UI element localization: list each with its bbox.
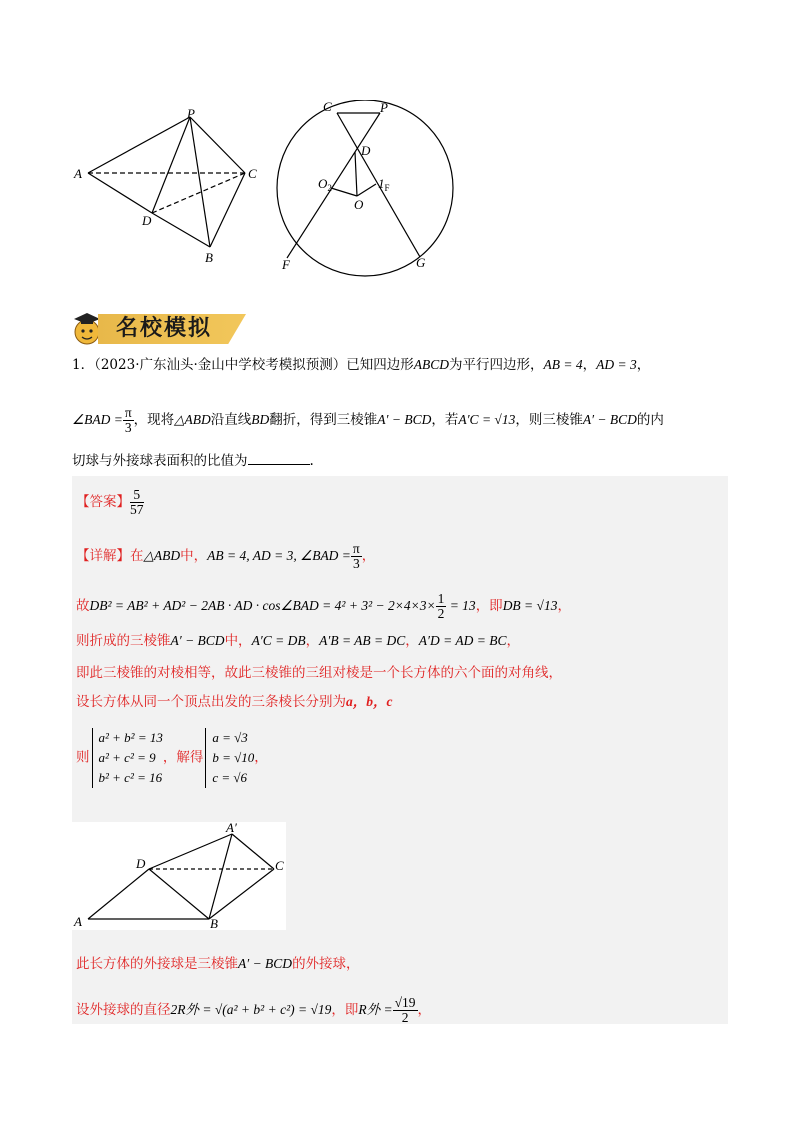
equation-system: a² + b² = 13 a² + c² = 9 b² + c² = 16	[92, 728, 163, 788]
question-line-1: 1．（2023·广东汕头·金山中学校考模拟预测）已知四边形ABCD为平行四边形，AB = 4，AD = 3，	[72, 357, 651, 373]
circle-figure	[265, 100, 465, 285]
fig-label-A: A	[74, 166, 82, 181]
tetrahedron-figure	[60, 95, 280, 275]
detail-line-8: 设外接球的直径2R外 = √(a² + b² + c²) = √19，即R外 = $\frac{√19}{2}$ ，	[76, 995, 432, 1025]
fig-label-O: O	[354, 197, 364, 212]
detail-line-1: 【详解】在△ABD中，AB = 4, AD = 3, ∠BAD = $\frac{\pi}{3}$ ，	[76, 541, 376, 571]
answer-blank	[248, 450, 310, 465]
question-line-3: 切球与外接球表面积的比值为 .	[72, 450, 314, 471]
answer-label-line: 【答案】 $\frac{5}{57}$	[76, 487, 144, 517]
fig-label-C: C	[248, 166, 257, 181]
fig-label-C2: C	[323, 99, 332, 114]
fig-label-O2: $1_F$	[378, 176, 390, 193]
fig2-label-C: C	[275, 858, 284, 873]
fig-label-D: D	[142, 213, 152, 228]
fig2-label-D: D	[136, 856, 146, 871]
solution-system: a = √3 b = √10 c = √6	[205, 728, 254, 788]
detail-line-5: 设长方体从同一个顶点出发的三条棱长分别为a，b，c	[76, 694, 393, 710]
section-title: 名校模拟	[116, 316, 213, 341]
fig2-label-A: A	[74, 914, 82, 929]
fig2-label-A-prime: A′	[226, 820, 237, 835]
answer-figure	[72, 822, 286, 930]
fig-label-G: G	[416, 255, 426, 270]
detail-line-7: 此长方体的外接球是三棱锥A′ − BCD的外接球，	[76, 956, 360, 972]
fig-label-P2: P	[380, 100, 388, 115]
question-line-2: ∠BAD = $\frac{\pi}{3}$ ，现将△ABD沿直线BD翻折，得到三棱锥A′ − BCD，若A′C = √13，则三棱锥A′ − BCD的内	[72, 405, 664, 435]
detail-line-2: 故DB² = AB² + AD² − 2AB · AD · cos∠BAD = 4² + 3² − 2×4×3× $\frac{1}{2}$ = 13，即DB = √13，	[76, 591, 571, 621]
fig-label-F: F	[282, 257, 290, 272]
fig-label-O1: $O_2$	[318, 176, 332, 193]
fig-label-P: P	[187, 106, 195, 121]
detail-line-3: 则折成的三棱锥A′ − BCD中，A′C = DB，A′B = AB = DC，A′D = AD = BC，	[76, 633, 520, 649]
detail-line-6: 则 a² + b² = 13 a² + c² = 9 b² + c² = 16 ，解得 a = √3 b = √10 c = √6 ，	[76, 728, 268, 788]
section-banner	[70, 310, 250, 348]
fig2-label-B: B	[210, 916, 218, 931]
fig-label-B: B	[205, 250, 213, 265]
detail-line-4: 即此三棱锥的对棱相等，故此三棱锥的三组对棱是一个长方体的六个面的对角线，	[76, 665, 562, 681]
fig-label-D2: D	[361, 143, 371, 158]
